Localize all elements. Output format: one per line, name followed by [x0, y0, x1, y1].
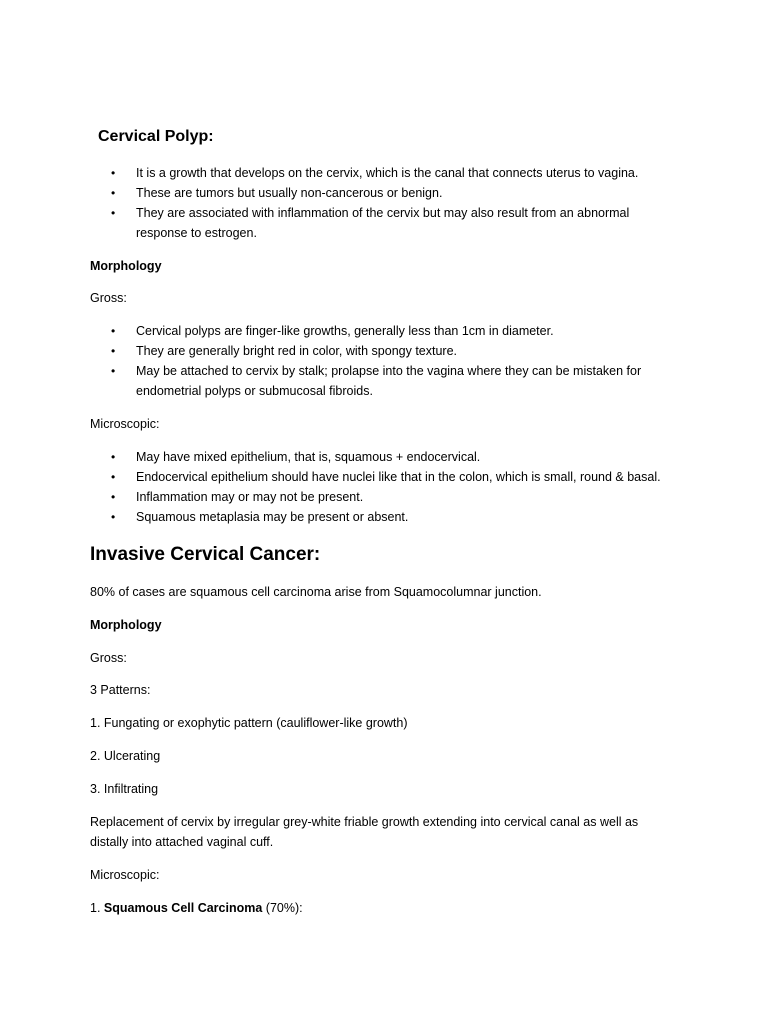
morphology-heading: Morphology: [90, 259, 162, 273]
gross-label: Gross:: [90, 291, 127, 305]
morphology-heading: Morphology: [90, 618, 162, 632]
microscopic-label: Microscopic:: [90, 868, 160, 882]
microscopic-bullet-list: [111, 447, 661, 527]
list-item: • Endocervical epithelium should have nuclei like that in the colon, which is small, round & basal.: [111, 467, 661, 487]
section-title-invasive-cervical-cancer: Invasive Cervical Cancer:: [90, 544, 321, 565]
bullet-icon: •: [111, 470, 116, 484]
bullet-icon: •: [111, 490, 116, 504]
bullet-icon: •: [111, 166, 116, 180]
invasive-intro-text: 80% of cases are squamous cell carcinoma arise from Squamocolumnar junction.: [90, 585, 542, 599]
scc-percentage: (70%):: [265, 901, 303, 915]
cervical-polyp-intro-list: [111, 163, 638, 243]
bullet-icon: •: [111, 344, 116, 358]
list-item: • May be attached to cervix by stalk; prolapse into the vagina where they can be mistaken for endometrial polyps or submucosal fibroids.: [111, 361, 641, 401]
scc-line: [90, 898, 303, 918]
list-item: • Squamous metaplasia may be present or absent.: [111, 507, 661, 527]
bullet-icon: •: [111, 364, 116, 378]
patterns-label: 3 Patterns:: [90, 683, 151, 697]
scc-number: 1.: [90, 901, 101, 915]
replacement-text-line: Replacement of cervix by irregular grey-white friable growth extending into cervical canal as well as: [90, 815, 639, 829]
bullet-icon: •: [111, 206, 116, 220]
bullet-icon: •: [111, 510, 116, 524]
replacement-text-line: distally into attached vaginal cuff.: [90, 835, 274, 849]
bullet-icon: •: [111, 324, 116, 338]
scc-name: Squamous Cell Carcinoma: [103, 901, 263, 915]
list-item: • They are associated with inflammation of the cervix but may also result from an abnormal response to estrogen.: [111, 203, 638, 243]
list-item: • These are tumors but usually non-cancerous or benign.: [111, 183, 638, 203]
pattern-item: 3. Infiltrating: [90, 782, 159, 796]
pattern-item: 1. Fungating or exophytic pattern (cauliflower-like growth): [90, 716, 408, 730]
list-item: • They are generally bright red in color, with spongy texture.: [111, 341, 641, 361]
list-item: • Inflammation may or may not be present.: [111, 487, 661, 507]
section-title-cervical-polyp: Cervical Polyp:: [98, 128, 214, 145]
gross-bullet-list: [111, 321, 641, 401]
list-item: • Cervical polyps are finger-like growths, generally less than 1cm in diameter.: [111, 321, 641, 341]
bullet-icon: •: [111, 186, 116, 200]
list-item: • May have mixed epithelium, that is, squamous + endocervical.: [111, 447, 661, 467]
bullet-icon: •: [111, 450, 116, 464]
microscopic-label: Microscopic:: [90, 417, 160, 431]
list-item: • It is a growth that develops on the cervix, which is the canal that connects uterus to vagina.: [111, 163, 638, 183]
gross-label: Gross:: [90, 651, 127, 665]
pattern-item: 2. Ulcerating: [90, 749, 161, 763]
